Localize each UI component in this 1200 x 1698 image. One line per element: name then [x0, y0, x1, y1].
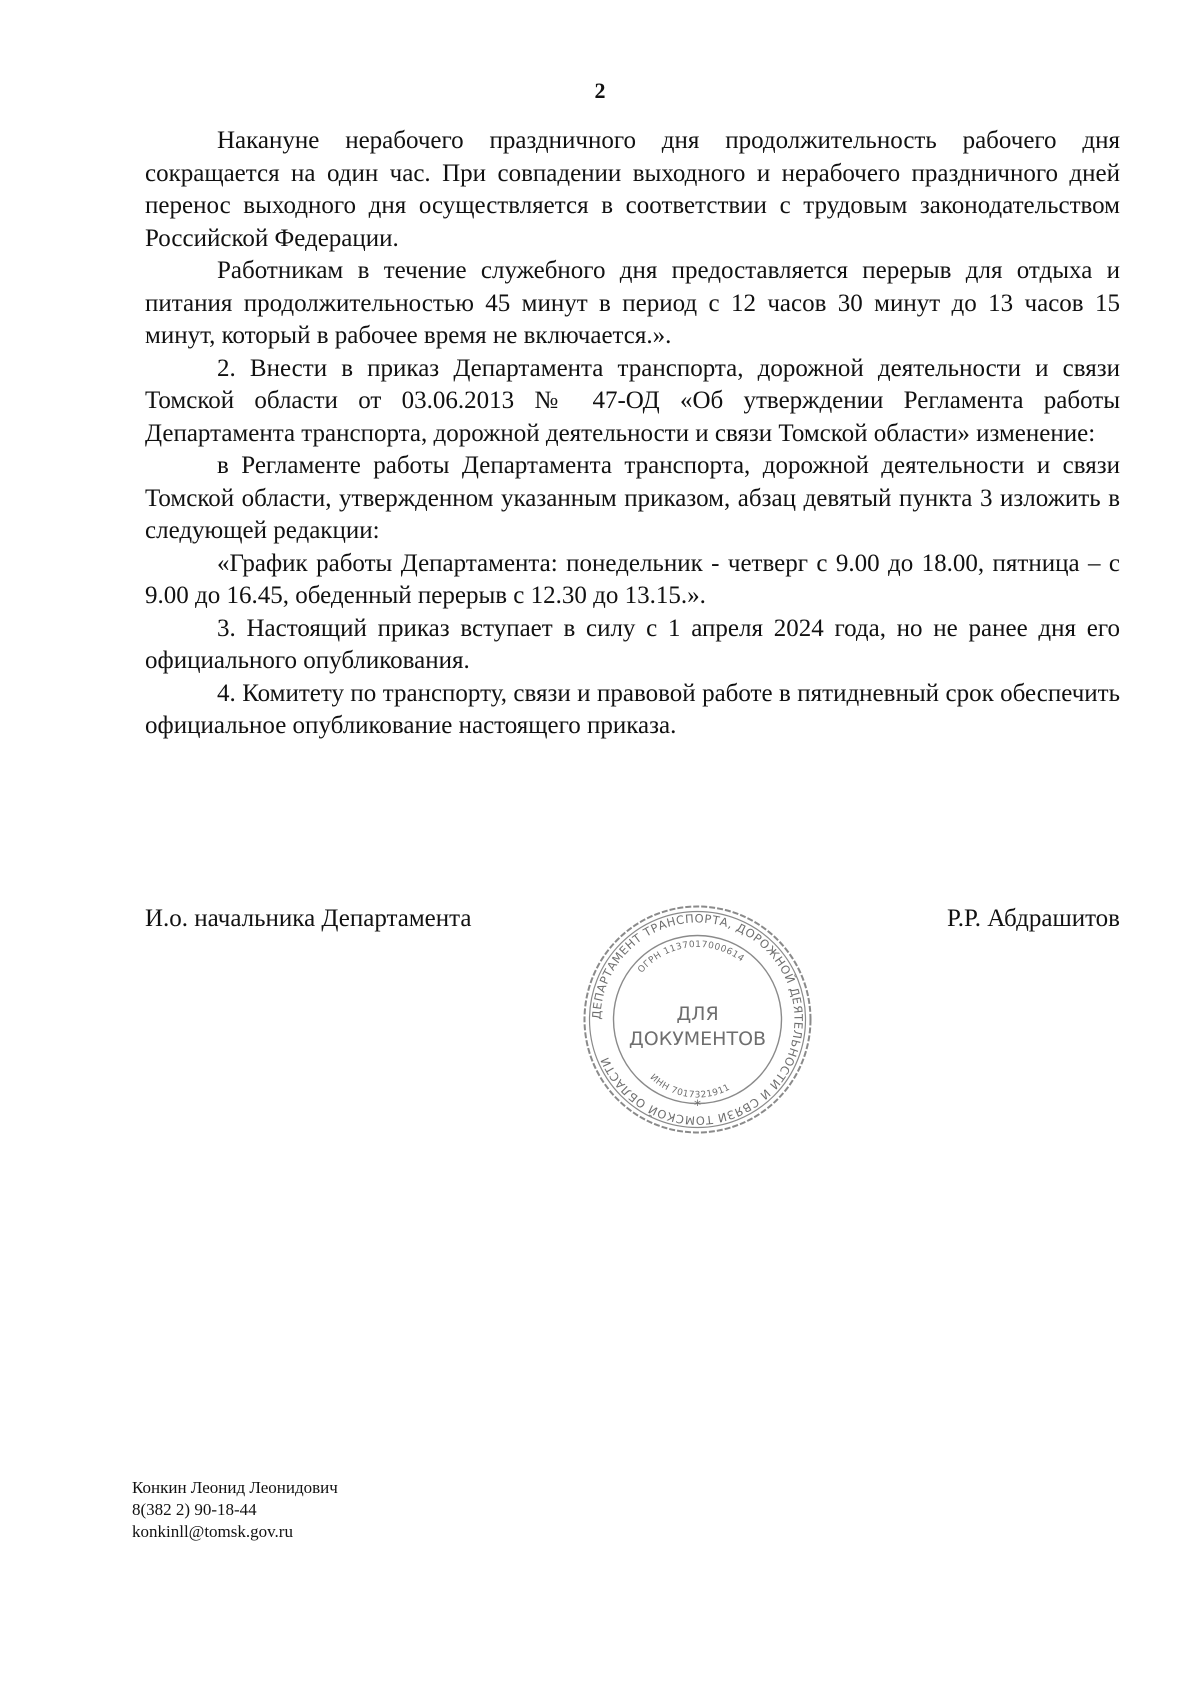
- stamp-inn: ИНН 7017321911: [647, 1072, 732, 1101]
- paragraph-item-2: 2. Внести в приказ Департамента транспорта, дорожной деятельности и связи Томской области от 03.06.2013 № 47-ОД «Об утверждении Регламента работы Департамента транспорта, дорожной деятельности и связи Томской области» изменение:: [145, 354, 1120, 447]
- stamp-center-line2: ДОКУМЕНТОВ: [628, 1028, 767, 1050]
- stamp-outer-text: ДЕПАРТАМЕНТ ТРАНСПОРТА, ДОРОЖНОЙ ДЕЯТЕЛЬНОСТИ И СВЯЗИ ТОМСКОЙ ОБЛАСТИ: [589, 911, 806, 1128]
- paragraph-item-4: 4. Комитету по транспорту, связи и правовой работе в пятидневный срок обеспечить официальное опубликование настоящего приказа.: [145, 679, 1120, 739]
- paragraph-lunch-break: Работникам в течение служебного дня предоставляется перерыв для отдыха и питания продолжительностью 45 минут в период с 12 часов 30 минут до 13 часов 15 минут, который в рабочее время не включается.».: [145, 257, 1120, 349]
- signature-name: Р.Р. Абдрашитов: [946, 905, 1120, 932]
- stamp-ogrn: ОГРН 1137017000614: [636, 939, 746, 976]
- paragraph-regulation-change: в Регламенте работы Департамента транспорта, дорожной деятельности и связи Томской области, утвержденном указанным приказом, абзац девятый пункта 3 изложить в следующей редакции:: [145, 452, 1120, 544]
- executor-email: konkinll@tomsk.gov.ru: [132, 1522, 293, 1541]
- page-number: 2: [594, 78, 606, 103]
- document-body: [145, 125, 1120, 743]
- executor-phone: 8(382 2) 90-18-44: [132, 1500, 257, 1519]
- paragraph-holiday-shortening: Накануне нерабочего праздничного дня продолжительность рабочего дня сокращается на один час. При совпадении выходного и нерабочего праздничного дней перенос выходного дня осуществляется в соответствии с трудовым законодательством Российской Федерации.: [145, 127, 1120, 252]
- signature-position: И.о. начальника Департамента: [145, 905, 472, 932]
- stamp-star: *: [694, 1098, 701, 1114]
- executor-info: [132, 1477, 338, 1543]
- paragraph-work-schedule: «График работы Департамента: понедельник - четверг с 9.00 до 18.00, пятница – с 9.00 до 16.45, обеденный перерыв с 12.30 до 13.15.».: [145, 549, 1120, 609]
- executor-name: Конкин Леонид Леонидович: [132, 1478, 338, 1497]
- official-stamp: [580, 902, 815, 1137]
- paragraph-item-3: 3. Настоящий приказ вступает в силу с 1 апреля 2024 года, но не ранее дня его официального опубликования.: [145, 614, 1120, 674]
- stamp-center-line1: ДЛЯ: [676, 1003, 719, 1025]
